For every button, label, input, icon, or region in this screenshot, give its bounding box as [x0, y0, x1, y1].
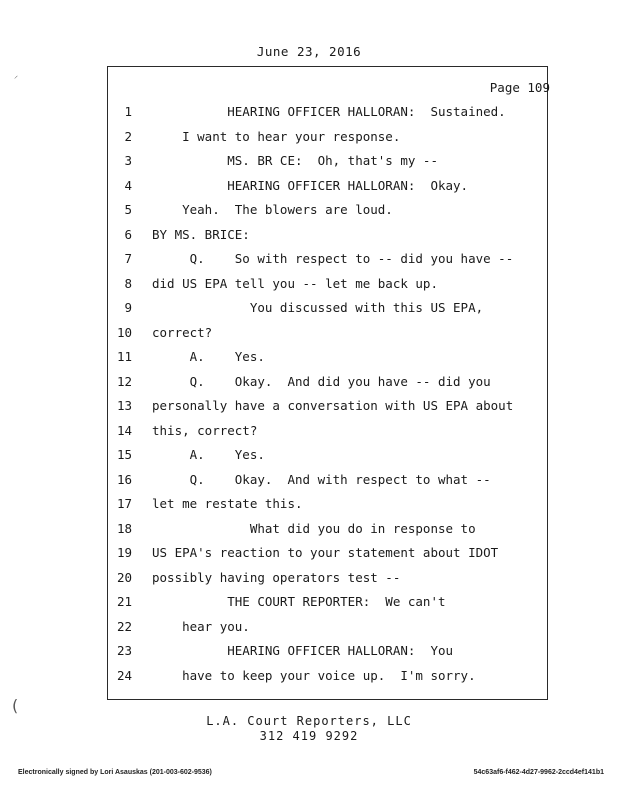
line-number: 11 — [116, 349, 132, 364]
line-number: 15 — [116, 447, 132, 462]
scan-mark-top: ⸝ — [14, 71, 18, 80]
line-number: 24 — [116, 667, 132, 683]
line-number: 17 — [116, 496, 132, 511]
line-text: What did you do in response to — [152, 520, 476, 536]
line-number: 4 — [124, 177, 132, 193]
line-number: 8 — [124, 275, 132, 291]
transcript-line — [0, 545, 618, 563]
transcript-line — [0, 668, 618, 686]
transcript-line — [0, 643, 618, 661]
line-text: I want to hear your response. — [152, 128, 401, 144]
line-number: 18 — [116, 520, 132, 536]
transcript-line — [0, 325, 618, 343]
line-number: 10 — [116, 324, 132, 340]
line-text: personally have a conversation with US EPA about — [152, 398, 514, 413]
line-text: A. Yes. — [152, 447, 265, 462]
transcript-line — [0, 276, 618, 294]
transcript-line — [0, 251, 618, 269]
line-number: 7 — [124, 251, 132, 266]
transcript-line — [0, 374, 618, 392]
line-text: Yeah. The blowers are loud. — [152, 202, 393, 217]
line-number: 5 — [124, 202, 132, 217]
line-number: 19 — [116, 545, 132, 560]
line-number: 23 — [116, 643, 132, 658]
transcript-line — [0, 104, 618, 122]
line-text: Q. So with respect to -- did you have -- — [152, 251, 514, 266]
line-text: Q. Okay. And with respect to what -- — [152, 471, 491, 487]
line-number: 1 — [124, 104, 132, 119]
transcript-line — [0, 227, 618, 245]
line-text: HEARING OFFICER HALLORAN: You — [152, 643, 454, 658]
line-number: 14 — [116, 422, 132, 438]
line-text: this, correct? — [152, 422, 258, 438]
line-text: HEARING OFFICER HALLORAN: Sustained. — [152, 104, 506, 119]
line-number: 9 — [124, 300, 132, 315]
signature-right: 54c63af6-f462-4d27-9962-2ccd4ef141b1 — [473, 769, 604, 776]
line-number: 12 — [116, 373, 132, 389]
transcript-line — [0, 496, 618, 514]
date-header: June 23, 2016 — [256, 44, 362, 59]
line-text: let me restate this. — [152, 496, 303, 511]
line-text: hear you. — [152, 618, 250, 634]
scan-mark-bottom: ( — [12, 696, 19, 715]
footer-company: L.A. Court Reporters, LLC — [206, 714, 412, 728]
transcript-line — [0, 178, 618, 196]
line-text: correct? — [152, 324, 213, 340]
line-text: A. Yes. — [152, 349, 265, 364]
line-text: US EPA's reaction to your statement about IDOT — [152, 545, 499, 560]
transcript-line — [0, 202, 618, 220]
transcript-line — [0, 570, 618, 588]
line-number: 22 — [116, 618, 132, 634]
line-number: 20 — [116, 569, 132, 585]
transcript-line — [0, 594, 618, 612]
page-number: Page 109 — [489, 80, 550, 95]
transcript-line — [0, 423, 618, 441]
line-text: THE COURT REPORTER: We can't — [152, 594, 446, 609]
transcript-line — [0, 619, 618, 637]
line-text: have to keep your voice up. I'm sorry. — [152, 667, 476, 683]
footer-phone: 312 419 9292 — [259, 729, 359, 743]
line-number: 2 — [124, 128, 132, 144]
transcript-line — [0, 349, 618, 367]
line-number: 16 — [116, 471, 132, 487]
transcript-line — [0, 300, 618, 318]
transcript-line — [0, 153, 618, 171]
transcript-line — [0, 398, 618, 416]
line-text: BY MS. BRICE: — [152, 226, 250, 242]
line-text: possibly having operators test -- — [152, 569, 401, 585]
line-number: 13 — [116, 398, 132, 413]
line-number: 3 — [124, 153, 132, 168]
line-text: MS. BR CE: Oh, that's my -- — [152, 153, 438, 168]
transcript-line — [0, 129, 618, 147]
transcript-line — [0, 521, 618, 539]
signature-left: Electronically signed by Lori Asauskas (201-003-602-9536) — [18, 769, 212, 776]
line-number: 6 — [124, 226, 132, 242]
transcript-line — [0, 472, 618, 490]
transcript-line — [0, 447, 618, 465]
line-text: HEARING OFFICER HALLORAN: Okay. — [152, 177, 469, 193]
line-number: 21 — [116, 594, 132, 609]
line-text: did US EPA tell you -- let me back up. — [152, 275, 438, 291]
line-text: You discussed with this US EPA, — [152, 300, 484, 315]
line-text: Q. Okay. And did you have -- did you — [152, 373, 491, 389]
